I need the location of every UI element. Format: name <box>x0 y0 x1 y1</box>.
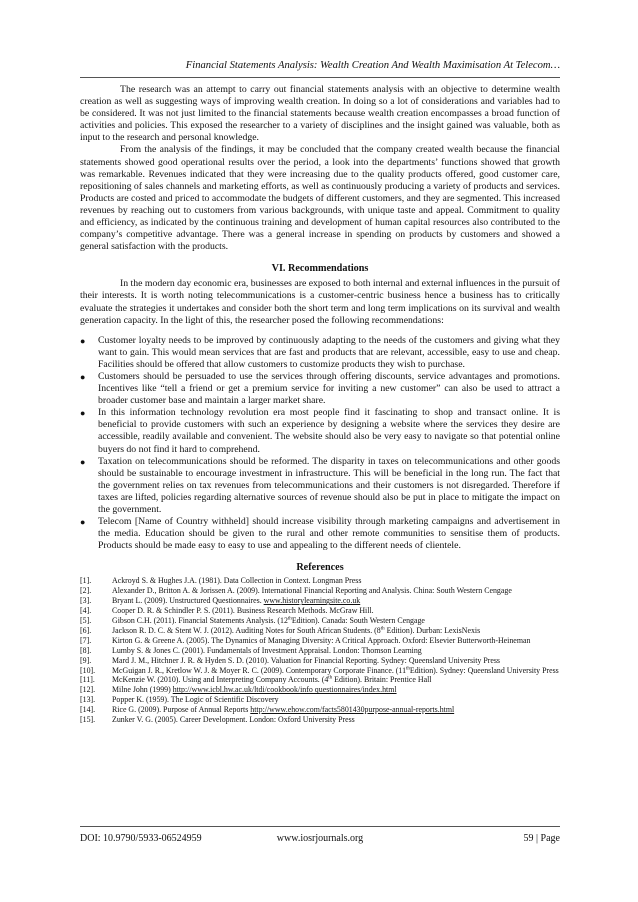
reference-item: [6]. Jackson R. D. C. & Stent W. J. (2012). Auditing Notes for South African Students. (8th Edition). Durban: LexisNexis <box>80 625 481 635</box>
recommendation-item <box>80 371 560 407</box>
recommendations-intro: In the modern day economic era, businesses are exposed to both internal and external influences in the pursuit of their interests. It is worth noting telecommunications is a customer-centric business hence a business has to critically evaluate the strategies it undertakes and consider both the short term and long term implications on its survival and wealth generation capacity. In the light of this, the researcher posed the following recommendations: <box>80 278 560 326</box>
recommendation-text: In this information technology revolution era most people find it fascinating to shop and transact online. It is beneficial to provide customers with such an experience by designing a website where the services they desire are accessible, readily available and convenient. The website should also be very easy to navigate so that potential online buyers do not find it hard to comprehend. <box>98 407 560 455</box>
recommendation-text: Customer loyalty needs to be improved by continuously adapting to the needs of the customers and giving what they want to gain. This would mean services that are fast and products that are relevant, accessible, easy to use and cheap. Facilities should be offered that allow customers to customize products they wish to purchase. <box>98 334 560 370</box>
bullet-icon: ● <box>80 517 86 528</box>
reference-item: [7]. Kirton G. & Greene A. (2005). The Dynamics of Managing Diversity: A Critical Approach. Oxford: Elsevier Butterworth-Heineman <box>80 635 531 645</box>
page-body <box>80 84 560 725</box>
running-header <box>80 60 560 78</box>
reference-item: [2]. Alexander D., Britton A. & Jorissen A. (2009). International Financial Reporting and Analysis. China: South Western Cengage <box>80 586 512 596</box>
bullet-icon: ● <box>80 371 86 382</box>
recommendations-list <box>80 335 560 553</box>
recommendation-item <box>80 456 560 516</box>
reference-item: [14]. Rice G. (2009). Purpose of Annual Reports http://www.ehow.com/facts5801430purpose-annual-reports.html <box>80 705 455 715</box>
reference-link[interactable]: http://www.ehow.com/facts5801430purpose-annual-reports.html <box>250 705 455 715</box>
reference-item: [10]. McGuigan J. R., Kretlow W. J. & Moyer R. C. (2009). Contemporary Corporate Finance. (11thEdition). Sydney: Queensland University Press <box>80 665 559 675</box>
bullet-icon: ● <box>80 335 86 346</box>
reference-item: [9]. Mard J. M., Hitchner J. R. & Hyden S. D. (2010). Valuation for Financial Reporting. Sydney: Queensland University Press <box>80 655 500 665</box>
reference-item: [11]. McKenzie W. (2010). Using and Interpreting Company Accounts. (4th Edition). Britain: Prentice Hall <box>80 675 432 685</box>
bullet-icon: ● <box>80 408 86 419</box>
conclusion-paragraph-2: From the analysis of the findings, it may be concluded that the company created wealth because the financial statements showed good operational results over the period, a look into the departments’ functions showed that growth was remarkable. Revenues indicated that they were increasing due to the quality products offered, good customer care, repositioning of sales channels and marketing efforts, as well as continuously producing a variety of products and services. Products are costed and priced to accommodate the budgets of different customers, and they are segmented. This increased revenues by reaching out to customers from various backgrounds, with unique taste and appeal. Commitment to quality and efficiency, as indicated by the continuous training and development of human capital resources also contributed to the company’s competitive advantage. There was a general increase in spending on products by customers and showed a general satisfaction with the products. <box>80 144 560 253</box>
reference-item: [3]. Bryant L. (2009). Unstructured Questionnaires. www.historylearningsite.co.uk <box>80 596 361 606</box>
section-heading-references: References <box>296 562 344 574</box>
recommendation-item <box>80 516 560 552</box>
running-title: Financial Statements Analysis: Wealth Creation And Wealth Maximisation At Telecom… <box>185 60 560 71</box>
section-heading-recommendations: VI. Recommendations <box>271 263 369 275</box>
reference-item: [5]. Gibson C.H. (2011). Financial Statements Analysis. (12thEdition). Canada: South Western Cengage <box>80 616 425 625</box>
recommendation-text: Telecom [Name of Country withheld] should increase visibility through marketing campaigns and advertisement in the media. Education should be given to the rural and other remote communities to sensitise them of products. Products should be made easy to easy to use and appealing to the different needs of clientele. <box>98 516 560 552</box>
bullet-icon: ● <box>80 456 86 467</box>
recommendation-text: Taxation on telecommunications should be reformed. The disparity in taxes on telecommunications and other goods should be sustainable to encourage investment in infrastructure. This will be beneficial in the long run. The fact that the government relies on tax revenues from telecommunications and their customers is not disregarded. Therefore if taxes are lifted, policies regarding alternative sources of revenue should also be put in place to mitigate the impact on the government. <box>98 455 560 515</box>
reference-item: [15]. Zunker V. G. (2005). Career Development. London: Oxford University Press <box>80 715 355 725</box>
recommendation-item <box>80 335 560 371</box>
footer-doi: DOI: 10.9790/5933-06524959 <box>80 833 202 844</box>
reference-link[interactable]: www.historylearningsite.co.uk <box>263 596 361 606</box>
footer-website: www.iosrjournals.org <box>276 833 364 844</box>
page-footer <box>80 826 560 853</box>
conclusion-paragraph-1: The research was an attempt to carry out financial statements analysis with an objective to determine wealth creation as well as suggesting ways of improving wealth creation. In doing so a lot of considerations and variables had to be considered. It was not just limited to the financial statements because wealth creation encompasses a broad function of activities and policies. This exposed the researcher to a variety of disciplines and the insight gained was valuable, both as input to the research and personal knowledge. <box>80 84 560 144</box>
reference-item: [4]. Cooper D. R. & Schindler P. S. (2011). Business Research Methods. McGraw Hill. <box>80 606 374 616</box>
reference-item: [1]. Ackroyd S. & Hughes J.A. (1981). Data Collection in Context. Longman Press <box>80 576 362 586</box>
reference-list <box>80 576 560 725</box>
recommendation-text: Customers should be persuaded to use the services through offering discounts, service advantages and promotions. Incentives like “tell a friend or get a premium service for inviting a new customer” can also be used to attract a broader customer base and maintain a larger market share. <box>98 370 560 407</box>
footer-page-number: 59 | Page <box>523 833 560 844</box>
reference-item: [8]. Lumby S. & Jones C. (2001). Fundamentals of Investment Appraisal. London: Thomson Learning <box>80 645 422 655</box>
reference-item: [13]. Popper K. (1959). The Logic of Scientific Discovery <box>80 695 279 705</box>
reference-link[interactable]: http://www.icbl.hw.ac.uk/ltdi/cookbook/info questionnaires/index.html <box>172 685 397 695</box>
recommendation-item <box>80 407 560 455</box>
reference-item: [12]. Milne John (1999) http://www.icbl.hw.ac.uk/ltdi/cookbook/info questionnaires/index.html <box>80 685 397 695</box>
